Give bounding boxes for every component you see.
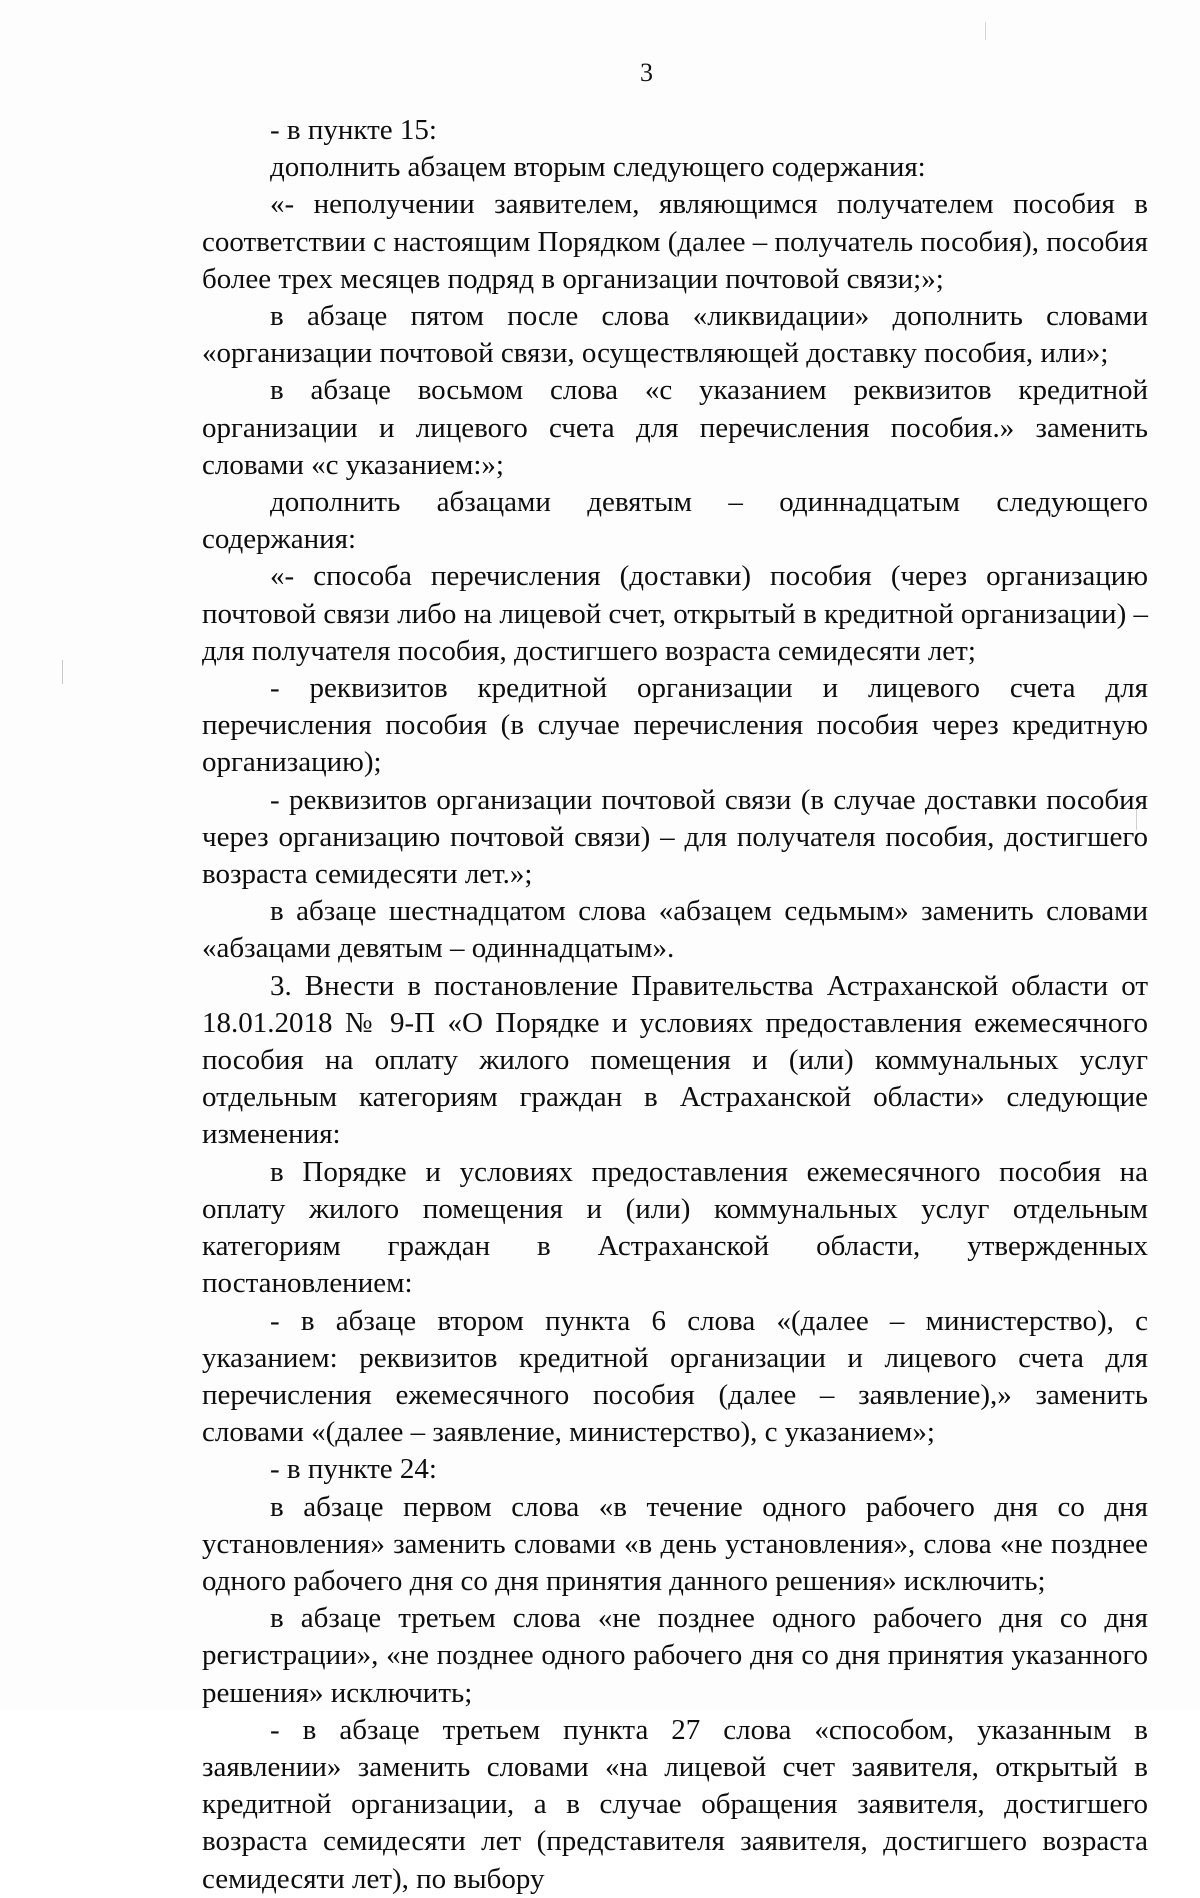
paragraph: - в абзаце втором пункта 6 слова «(далее – министерство), с указанием: реквизитов кредитной организации и лицевого счета для перечисления ежемесячного пособия (далее – заявление),» заменить словами «(далее – заявление, министерство), с указанием»;: [202, 1304, 1148, 1449]
scan-artifact: [985, 22, 986, 40]
paragraph: - реквизитов кредитной организации и лицевого счета для перечисления пособия (в случае перечисления пособия через кредитную организацию);: [202, 672, 1148, 779]
paragraph: в абзаце первом слова «в течение одного рабочего дня со дня установления» заменить словами «в день установления», слова «не позднее одного рабочего дня со дня принятия данного решения» исключить;: [202, 1490, 1148, 1597]
paragraph: - в абзаце третьем пункта 27 слова «способом, указанным в заявлении» заменить словами «на лицевой счет заявителя, открытый в кредитной организации, а в случае обращения заявителя, достигшего возраста семидесяти лет (представителя заявителя, достигшего возраста семидесяти лет), по выбору: [202, 1713, 1148, 1895]
paragraph: в абзаце пятом после слова «ликвидации» дополнить словами «организации почтовой связи, осуществляющей доставку пособия, или»;: [202, 300, 1148, 370]
paragraph: в абзаце восьмом слова «с указанием реквизитов кредитной организации и лицевого счета для перечисления пособия.» заменить словами «с указанием:»;: [202, 374, 1148, 481]
document-body: [202, 112, 1148, 1898]
page-number: 3: [640, 58, 653, 87]
paragraph: «- неполучении заявителем, являющимся получателем пособия в соответствии с настоящим Порядком (далее – получатель пособия), пособия более трех месяцев подряд в организации почтовой связи;»;: [202, 188, 1148, 295]
paragraph: 3. Внести в постановление Правительства Астраханской области от 18.01.2018 № 9-П «О Порядке и условиях предоставления ежемесячного пособия на оплату жилого помещения и (или) коммунальных услуг отдельным категориям граждан в Астраханской области» следующие изменения:: [202, 969, 1148, 1151]
paragraph: - в пункте 24:: [270, 1453, 437, 1486]
paragraph: дополнить абзацами девятым – одиннадцатым следующего содержания:: [202, 486, 1148, 556]
paragraph: в абзаце шестнадцатом слова «абзацем седьмым» заменить словами «абзацами девятым – одиннадцатым».: [202, 895, 1148, 965]
paragraph: - реквизитов организации почтовой связи (в случае доставки пособия через организацию почтовой связи) – для получателя пособия, достигшего возраста семидесяти лет.»;: [202, 783, 1148, 891]
paragraph: в абзаце третьем слова «не позднее одного рабочего дня со дня регистрации», «не позднее одного рабочего дня со дня принятия указанного решения» исключить;: [202, 1602, 1148, 1709]
paragraph: дополнить абзацем вторым следующего содержания:: [270, 151, 926, 184]
paragraph: в Порядке и условиях предоставления ежемесячного пособия на оплату жилого помещения и (или) коммунальных услуг отдельным категориям граждан в Астраханской области, утвержденных постановлением:: [202, 1155, 1148, 1300]
paragraph: «- способа перечисления (доставки) пособия (через организацию почтовой связи либо на лицевой счет, открытый в кредитной организации) – для получателя пособия, достигшего возраста семидесяти лет;: [202, 560, 1148, 667]
scan-artifact: [62, 660, 63, 684]
paragraph: - в пункте 15:: [270, 114, 437, 146]
